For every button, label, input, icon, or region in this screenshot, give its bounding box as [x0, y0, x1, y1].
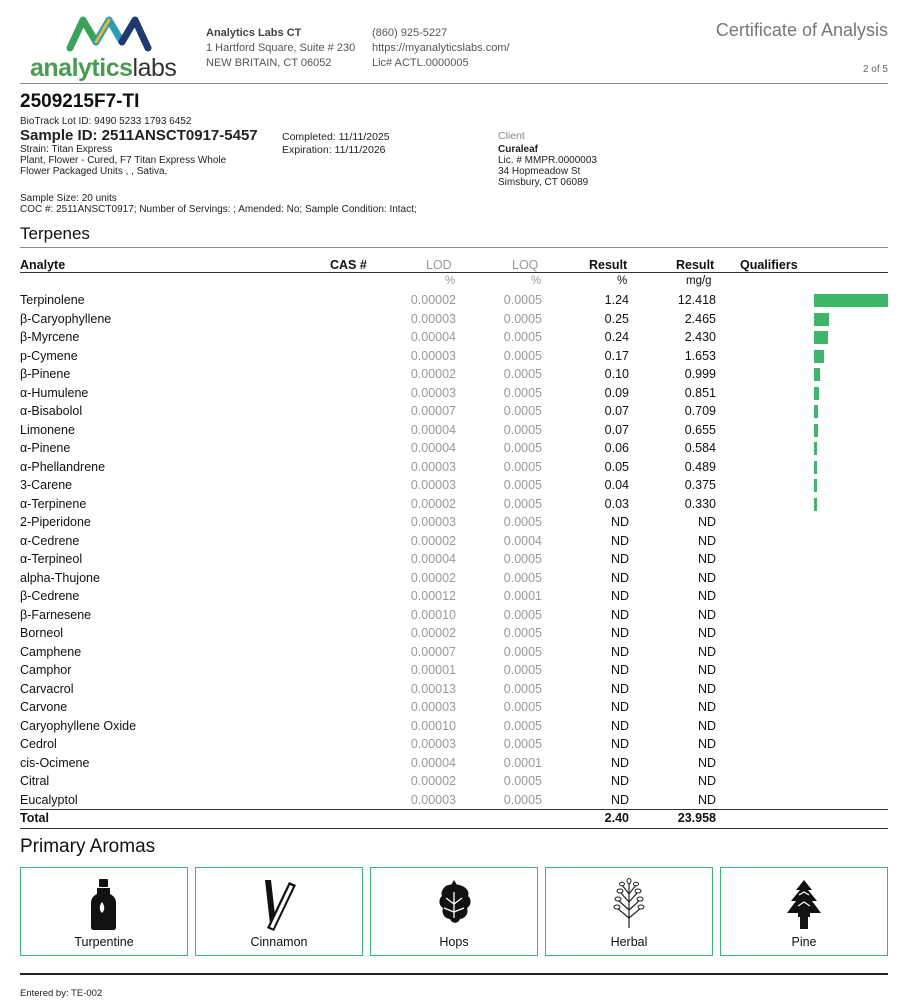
qualifier-bar [814, 331, 828, 344]
analyte-result-pct: 0.05 [604, 459, 629, 474]
table-row [0, 513, 906, 532]
analyte-name: Borneol [20, 626, 64, 640]
aroma-card-cinnamon [195, 867, 363, 956]
analyte-name: cis-Ocimene [20, 755, 90, 770]
qualifier-bar [814, 350, 824, 363]
table-row [0, 606, 906, 625]
lab-address-block [206, 26, 355, 71]
analyte-lod: 0.00002 [410, 533, 456, 548]
analyte-result-pct: ND [610, 533, 629, 548]
sample-meta-2 [20, 193, 417, 215]
biotrack-lot-id: BioTrack Lot ID: 9490 5233 1793 6452 [20, 116, 192, 127]
lab-phone: (860) 925-5227 [372, 27, 448, 39]
analyte-name: alpha-Thujone [20, 570, 100, 585]
table-row [0, 643, 906, 662]
analyte-loq: 0.0005 [503, 792, 542, 807]
analyte-name: p-Cymene [20, 348, 78, 363]
header-divider [20, 83, 888, 84]
analyte-lod: 0.00003 [410, 311, 456, 326]
lab-name: Analytics Labs CT [206, 27, 302, 39]
analyte-result-mg: ND [697, 755, 716, 770]
client-name: Curaleaf [498, 144, 539, 155]
analyte-name: β-Pinene [20, 367, 71, 381]
analyte-result-mg: ND [697, 700, 716, 714]
analyte-loq: 0.0005 [503, 552, 542, 566]
analyte-lod: 0.00003 [410, 792, 456, 807]
client-label: Client [498, 130, 525, 142]
table-row [0, 754, 906, 773]
analyte-loq: 0.0005 [503, 385, 542, 400]
analyte-result-mg: 12.418 [677, 293, 716, 307]
table-row [0, 569, 906, 588]
sample-size: Sample Size: 20 units [20, 193, 117, 204]
sample-title: 2509215F7-TI [20, 91, 140, 112]
col-header-analyte: Analyte [20, 258, 66, 272]
qualifier-bar [814, 405, 818, 418]
table-row [0, 680, 906, 699]
analyte-name: α-Pinene [20, 441, 71, 455]
analyte-name: Camphor [20, 663, 72, 677]
qualifier-bar [814, 387, 819, 400]
table-row [0, 587, 906, 606]
aroma-card-hops [370, 867, 538, 956]
analyte-result-mg: ND [697, 626, 716, 640]
analyte-result-pct: 1.24 [604, 293, 629, 307]
qualifier-bar [814, 313, 829, 326]
analyte-name: α-Terpineol [20, 552, 83, 566]
table-row [0, 735, 906, 754]
lab-address-line-1: 1 Hartford Square, Suite # 230 [206, 42, 356, 54]
table-row [0, 772, 906, 791]
analyte-loq: 0.0005 [503, 422, 542, 437]
col-header-qualifiers: Qualifiers [740, 258, 798, 272]
analyte-loq: 0.0005 [503, 607, 542, 622]
analyte-loq: 0.0005 [503, 441, 542, 455]
table-row [0, 402, 906, 421]
terpenes-section-divider [20, 247, 888, 248]
analyte-result-pct: ND [610, 718, 629, 733]
col-header-cas: CAS # [330, 258, 367, 272]
analyte-lod: 0.00013 [410, 681, 456, 696]
analyte-result-mg: 2.465 [684, 311, 716, 326]
analyte-lod: 0.00004 [410, 422, 456, 437]
analyte-loq: 0.0001 [503, 755, 542, 770]
qualifier-bar [814, 368, 820, 381]
total-label: Total [20, 811, 49, 825]
entered-by: Entered by: TE-002 [20, 988, 103, 999]
table-header-divider [20, 272, 888, 273]
table-row [0, 698, 906, 717]
analyte-name: α-Terpinene [20, 496, 87, 511]
analyte-lod: 0.00004 [410, 441, 456, 455]
analyte-lod: 0.00002 [410, 496, 456, 511]
analyte-loq: 0.0005 [503, 515, 542, 529]
analyte-result-pct: 0.24 [604, 330, 629, 344]
analyte-loq: 0.0005 [503, 737, 542, 751]
analyte-loq: 0.0005 [503, 663, 542, 677]
qualifier-bar [814, 442, 817, 455]
analyte-loq: 0.0005 [503, 496, 542, 511]
analyte-result-mg: ND [697, 644, 716, 659]
analyte-name: α-Humulene [20, 385, 89, 400]
qualifier-bar [814, 498, 817, 511]
analyte-result-mg: 0.999 [684, 367, 716, 381]
logo-wordmark [30, 54, 176, 83]
analyte-result-mg: 0.851 [684, 385, 716, 400]
aroma-label: Herbal [610, 935, 648, 949]
analyte-result-mg: ND [697, 570, 716, 585]
analyte-lod: 0.00007 [410, 644, 456, 659]
total-divider [20, 809, 888, 810]
table-row [0, 347, 906, 366]
analyte-lod: 0.00007 [410, 404, 456, 418]
sample-type-line-2: Flower Packaged Units , , Sativa, [20, 166, 168, 177]
qualifier-bar [814, 424, 818, 437]
aroma-label: Cinnamon [250, 935, 308, 949]
lab-website[interactable]: https://myanalyticslabs.com/ [372, 42, 510, 54]
analyte-result-mg: 1.653 [684, 348, 716, 363]
analyte-result-pct: 0.09 [604, 385, 629, 400]
cinnamon-sticks-icon [259, 878, 299, 934]
turpentine-bottle-icon [89, 878, 119, 932]
table-row [0, 476, 906, 495]
document-title: Certificate of Analysis [715, 20, 888, 40]
analyte-name: Eucalyptol [20, 792, 78, 807]
analyte-name: Citral [20, 774, 50, 788]
analyte-loq: 0.0005 [503, 311, 542, 326]
qualifier-bar [814, 461, 817, 474]
analyte-result-mg: ND [697, 737, 716, 751]
analyte-name: Cedrol [20, 737, 57, 751]
unit-loq: % [531, 275, 542, 287]
coc-info: COC #: 2511ANSCT0917; Number of Servings: ; Amended: No; Sample Condition: Intact; [20, 204, 417, 215]
analyte-loq: 0.0005 [503, 367, 542, 381]
table-row [0, 439, 906, 458]
analyte-loq: 0.0005 [503, 404, 542, 418]
analyte-result-pct: ND [610, 589, 629, 603]
analyte-result-pct: 0.04 [604, 478, 629, 492]
analyte-result-pct: ND [610, 737, 629, 751]
lab-logo [30, 14, 190, 84]
analyte-lod: 0.00004 [410, 552, 456, 566]
analyte-lod: 0.00002 [410, 570, 456, 585]
table-row [0, 291, 906, 310]
analyte-lod: 0.00003 [410, 348, 456, 363]
analyte-result-mg: ND [697, 533, 716, 548]
qualifier-bar [814, 294, 888, 307]
analyte-result-mg: 0.584 [684, 441, 716, 455]
table-row [0, 310, 906, 329]
client-street: 34 Hopmeadow St [498, 166, 581, 177]
analyte-loq: 0.0005 [503, 293, 542, 307]
logo-mark-icon [66, 14, 152, 52]
unit-result-mg: mg/g [686, 275, 712, 287]
analyte-loq: 0.0004 [503, 533, 542, 548]
total-row [0, 811, 906, 829]
analyte-lod: 0.00004 [410, 755, 456, 770]
analyte-loq: 0.0005 [503, 681, 542, 696]
analyte-result-mg: 0.655 [684, 422, 716, 437]
analyte-result-pct: ND [610, 681, 629, 696]
expiration-date: Expiration: 11/11/2026 [282, 144, 386, 156]
completed-date: Completed: 11/11/2025 [282, 131, 390, 143]
analyte-result-pct: ND [610, 774, 629, 788]
aroma-label: Hops [439, 935, 469, 949]
table-row [0, 495, 906, 514]
unit-result-pct: % [617, 275, 628, 287]
sample-meta [20, 116, 258, 177]
analyte-loq: 0.0005 [503, 330, 542, 344]
analyte-result-mg: 0.489 [684, 459, 716, 474]
analyte-name: β-Farnesene [20, 607, 92, 622]
analyte-result-pct: ND [610, 552, 629, 566]
lab-address-line-2: NEW BRITAIN, CT 06052 [206, 57, 332, 69]
analyte-loq: 0.0005 [503, 348, 542, 363]
analyte-name: α-Phellandrene [20, 459, 106, 474]
analyte-result-pct: ND [610, 515, 629, 529]
analyte-lod: 0.00003 [410, 385, 456, 400]
table-row [0, 365, 906, 384]
analyte-name: α-Cedrene [20, 533, 80, 548]
analyte-lod: 0.00012 [410, 589, 456, 603]
total-bottom-divider [20, 828, 888, 829]
analyte-result-pct: ND [610, 644, 629, 659]
analyte-lod: 0.00003 [410, 459, 456, 474]
terpenes-section-title: Terpenes [20, 224, 90, 243]
analyte-lod: 0.00002 [410, 626, 456, 640]
table-row [0, 384, 906, 403]
analyte-lod: 0.00004 [410, 330, 456, 344]
hops-cone-icon [434, 878, 474, 930]
total-pct: 2.40 [604, 811, 629, 825]
analyte-lod: 0.00002 [410, 774, 456, 788]
analyte-lod: 0.00003 [410, 700, 456, 714]
analyte-name: β-Cedrene [20, 589, 80, 603]
analyte-result-pct: 0.25 [604, 311, 629, 326]
qualifier-bar [814, 479, 817, 492]
col-header-result-mg: Result [676, 258, 715, 272]
col-header-lod: LOD [426, 258, 452, 272]
logo-word-2: labs [132, 54, 177, 82]
analyte-name: Limonene [20, 422, 75, 437]
table-row [0, 421, 906, 440]
client-license: Lic. # MMPR.0000003 [498, 155, 597, 166]
analyte-result-pct: ND [610, 755, 629, 770]
analyte-result-pct: 0.07 [604, 422, 629, 437]
analyte-result-mg: ND [697, 607, 716, 622]
analyte-result-mg: ND [697, 552, 716, 566]
analyte-result-mg: 0.330 [684, 496, 716, 511]
sample-type-line-1: Plant, Flower - Cured, F7 Titan Express Whole [20, 155, 227, 166]
analyte-result-mg: 0.709 [684, 404, 716, 418]
analyte-name: α-Bisabolol [20, 404, 83, 418]
analyte-name: Terpinolene [20, 293, 85, 307]
analyte-lod: 0.00010 [410, 718, 456, 733]
aroma-label: Turpentine [74, 935, 134, 949]
analyte-result-pct: ND [610, 626, 629, 640]
table-row [0, 791, 906, 810]
aromas-section-title: Primary Aromas [20, 836, 156, 857]
analyte-loq: 0.0005 [503, 644, 542, 659]
aroma-card-pine [720, 867, 888, 956]
col-header-result-pct: Result [589, 258, 628, 272]
col-header-loq: LOQ [512, 258, 539, 272]
table-row [0, 661, 906, 680]
aroma-card-turpentine [20, 867, 188, 956]
analyte-result-pct: 0.17 [604, 348, 629, 363]
sample-dates [282, 131, 390, 157]
analyte-loq: 0.0001 [503, 589, 542, 603]
analyte-lod: 0.00003 [410, 515, 456, 529]
table-row [0, 624, 906, 643]
lab-license: Lic# ACTL.0000005 [372, 57, 469, 69]
analyte-result-mg: 0.375 [684, 478, 716, 492]
table-row [0, 550, 906, 569]
aroma-card-herbal [545, 867, 713, 956]
analyte-result-mg: ND [697, 792, 716, 807]
analyte-loq: 0.0005 [503, 700, 542, 714]
analyte-result-pct: ND [610, 570, 629, 585]
analyte-result-mg: ND [697, 663, 716, 677]
terpene-rows [0, 291, 906, 809]
analyte-name: Caryophyllene Oxide [20, 718, 137, 733]
analyte-name: β-Myrcene [20, 330, 80, 344]
analyte-lod: 0.00003 [410, 478, 456, 492]
analyte-result-mg: ND [697, 681, 716, 696]
aroma-cards [20, 867, 888, 956]
analyte-result-pct: 0.06 [604, 441, 629, 455]
analyte-loq: 0.0005 [503, 570, 542, 585]
analyte-name: Carvacrol [20, 681, 74, 696]
footer-divider [20, 973, 888, 975]
lab-contact-block [372, 26, 510, 71]
analyte-name: 3-Carene [20, 478, 73, 492]
analyte-name: 2-Piperidone [20, 515, 91, 529]
analyte-name: β-Caryophyllene [20, 311, 112, 326]
analyte-result-pct: ND [610, 792, 629, 807]
analyte-result-pct: 0.07 [604, 404, 629, 418]
analyte-result-mg: ND [697, 774, 716, 788]
analyte-lod: 0.00010 [410, 607, 456, 622]
strain: Strain: Titan Express [20, 144, 113, 155]
analyte-result-mg: ND [697, 718, 716, 733]
sample-id: Sample ID: 2511ANSCT0917-5457 [20, 127, 258, 144]
analyte-result-pct: 0.10 [604, 367, 629, 381]
analyte-lod: 0.00001 [410, 663, 456, 677]
analyte-name: Camphene [20, 644, 82, 659]
aroma-label: Pine [791, 935, 817, 949]
herb-sprig-icon [609, 878, 649, 930]
analyte-loq: 0.0005 [503, 626, 542, 640]
analyte-lod: 0.00002 [410, 367, 456, 381]
table-row [0, 458, 906, 477]
pine-tree-icon [784, 878, 824, 932]
analyte-result-pct: 0.03 [604, 496, 629, 511]
table-row [0, 717, 906, 736]
client-city: Simsbury, CT 06089 [498, 177, 589, 188]
analyte-result-mg: 2.430 [684, 330, 716, 344]
analyte-loq: 0.0005 [503, 718, 542, 733]
analyte-loq: 0.0005 [503, 774, 542, 788]
client-block [498, 131, 597, 188]
logo-word-1: analytics [30, 54, 133, 82]
total-mg: 23.958 [677, 811, 716, 825]
table-row [0, 532, 906, 551]
analyte-loq: 0.0005 [503, 478, 542, 492]
analyte-result-pct: ND [610, 663, 629, 677]
unit-lod: % [445, 275, 456, 287]
analyte-name: Carvone [20, 700, 68, 714]
analyte-lod: 0.00002 [410, 293, 456, 307]
analyte-result-pct: ND [610, 700, 629, 714]
table-row [0, 328, 906, 347]
analyte-result-mg: ND [697, 589, 716, 603]
analyte-lod: 0.00003 [410, 737, 456, 751]
analyte-loq: 0.0005 [503, 459, 542, 474]
page-number: 2 of 5 [862, 64, 888, 75]
analyte-result-pct: ND [610, 607, 629, 622]
analyte-result-mg: ND [697, 515, 716, 529]
